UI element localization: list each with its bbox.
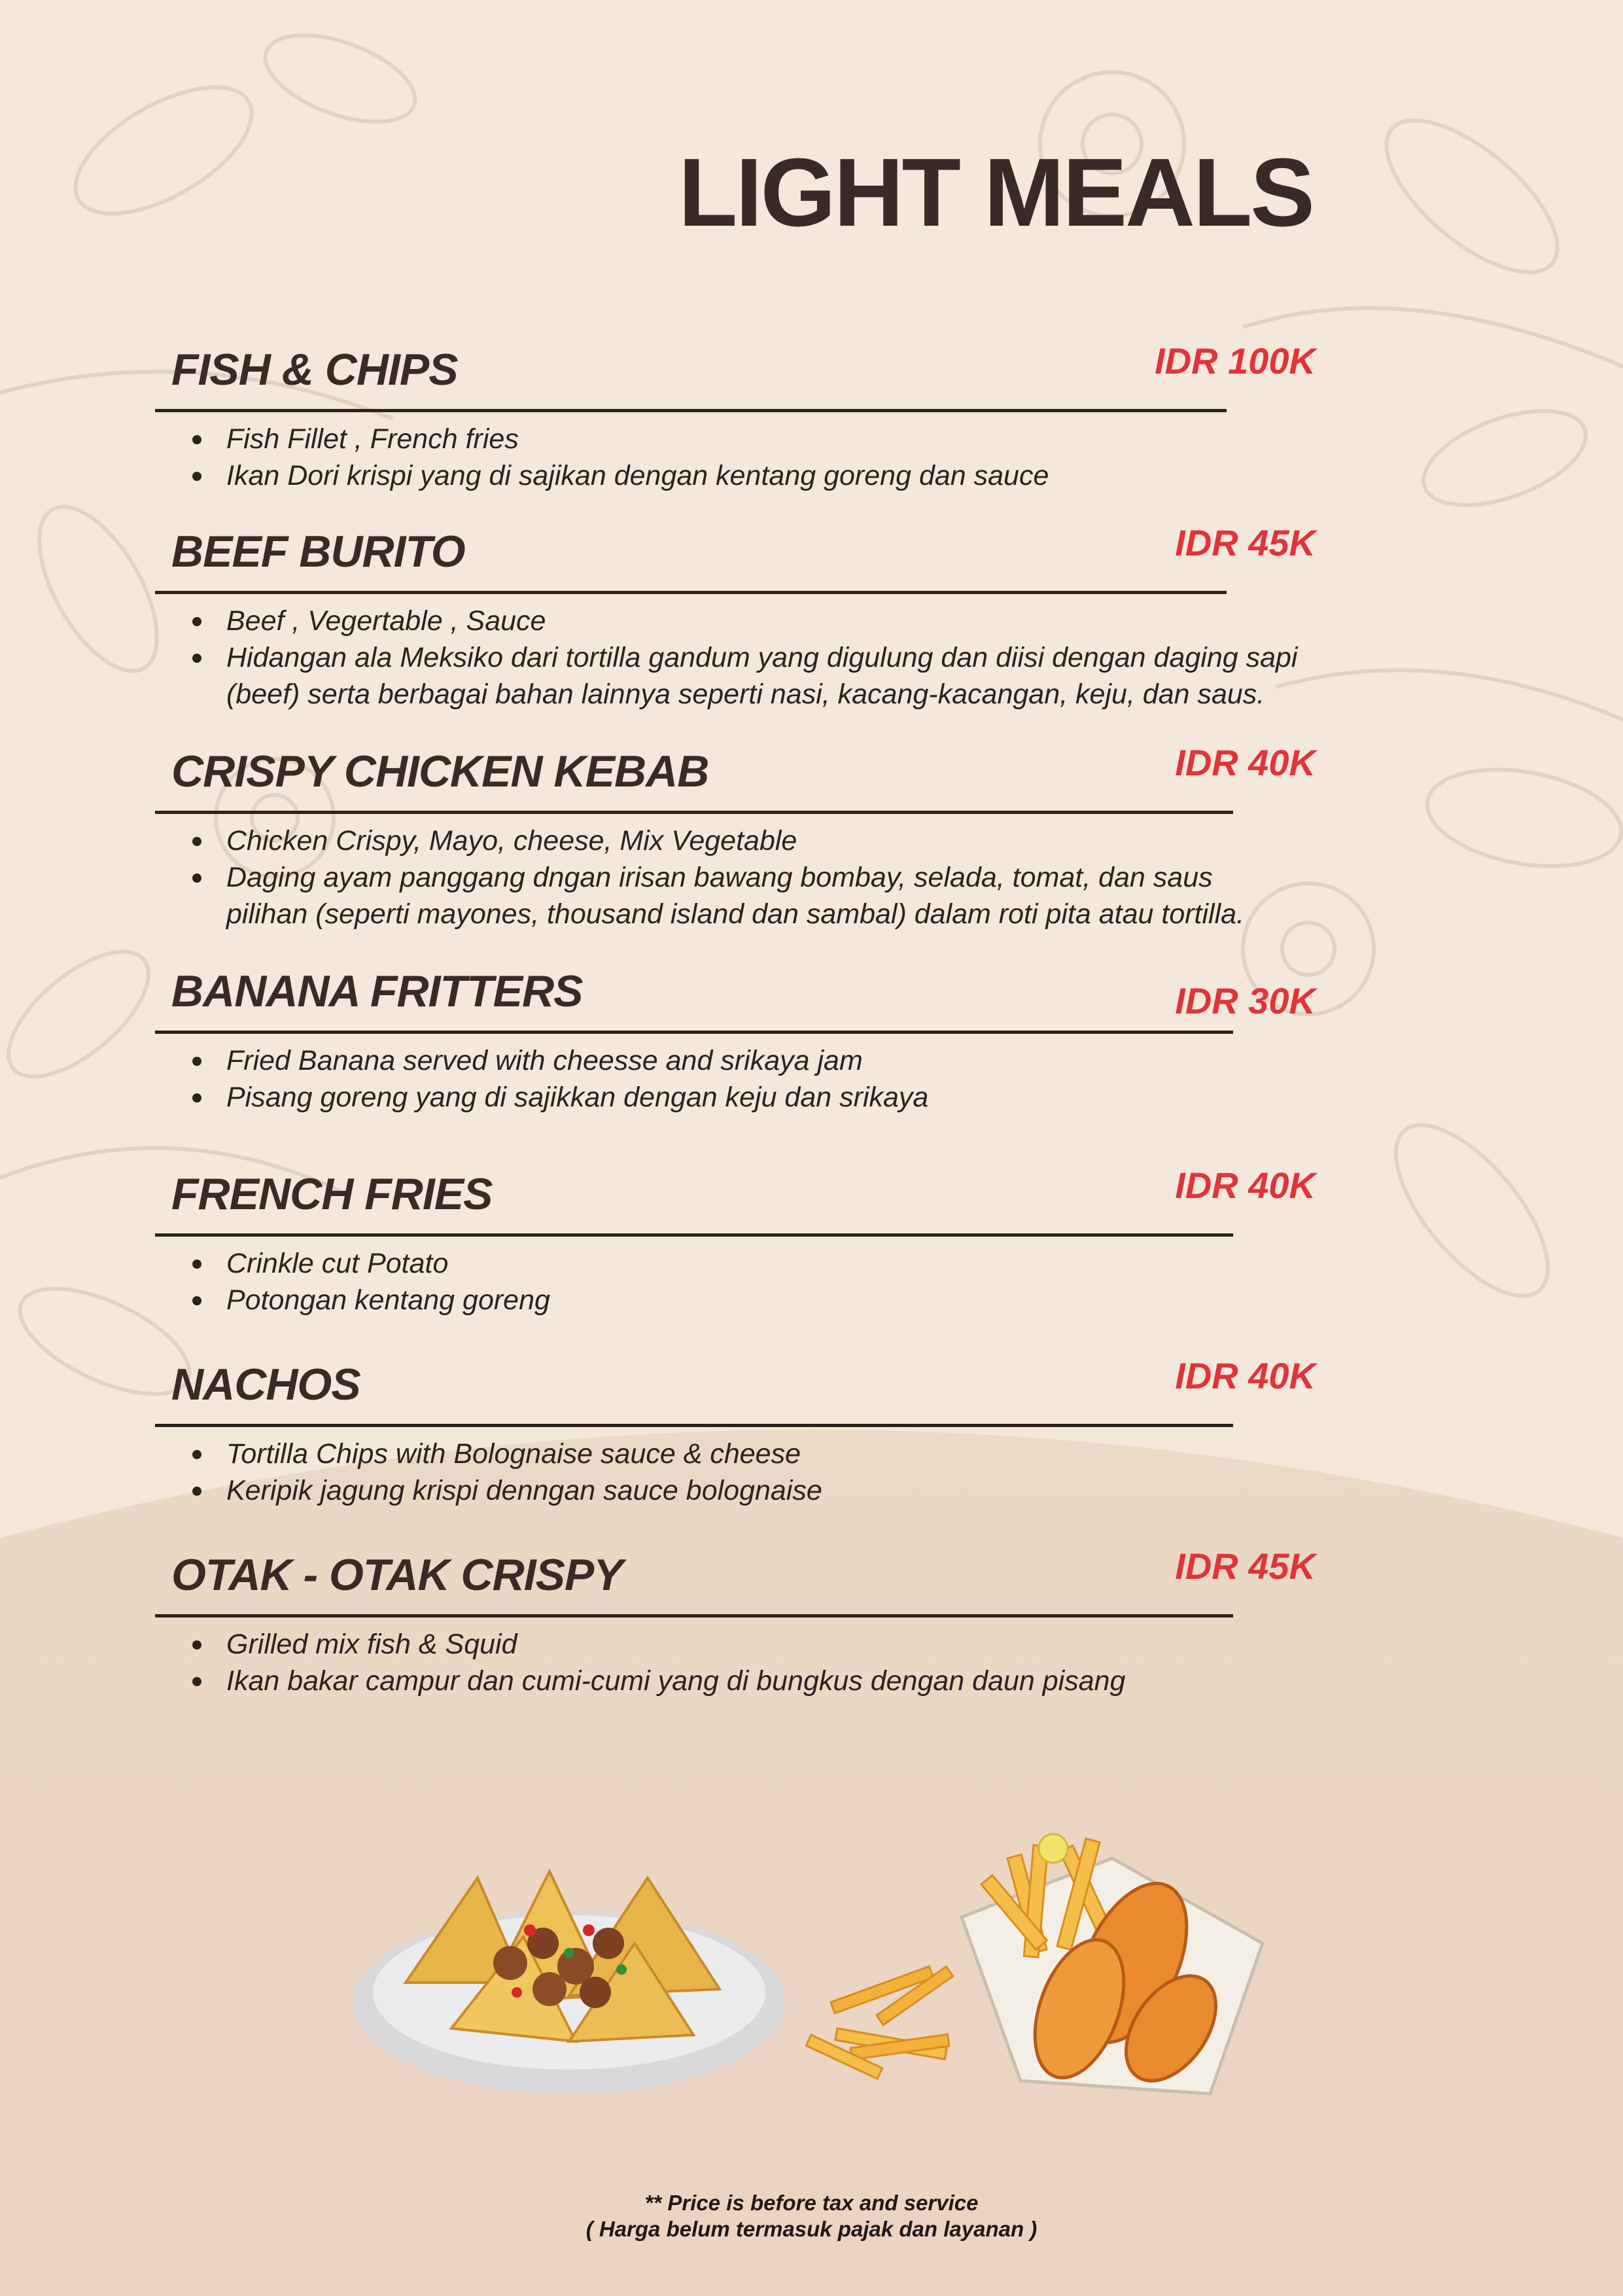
list-item: Crinkle cut Potato [190, 1245, 1354, 1282]
item-name: BANANA FRITTERS [171, 966, 583, 1016]
item-description-list [190, 421, 1354, 494]
item-price: IDR 45K [1175, 522, 1316, 563]
divider [155, 591, 1227, 594]
divider [155, 1233, 1233, 1237]
list-item: Ikan bakar campur dan cumi-cumi yang di bungkus dengan daun pisang [190, 1663, 1354, 1699]
item-name: FRENCH FRIES [171, 1169, 493, 1219]
item-price: IDR 45K [1175, 1545, 1316, 1587]
list-item: Beef , Vegertable , Sauce [190, 603, 1354, 639]
list-item: Daging ayam panggang dngan irisan bawang bombay, selada, tomat, dan saus pilihan (seperti mayones, thousand island dan sambal) dalam roti pita atau tortilla. [190, 859, 1263, 932]
list-item: Ikan Dori krispi yang di sajikan dengan kentang goreng dan sauce [190, 457, 1354, 494]
list-item: Tortilla Chips with Bolognaise sauce & cheese [190, 1436, 1354, 1472]
item-description-list [190, 822, 1263, 932]
fish-and-chips-basket-icon [962, 1834, 1263, 2097]
item-name: CRISPY CHICKEN KEBAB [171, 747, 709, 796]
list-item: Fried Banana served with cheesse and srikaya jam [190, 1042, 1354, 1079]
item-description-list [190, 1042, 1354, 1116]
item-name: NACHOS [171, 1360, 360, 1409]
list-item: Pisang goreng yang di sajikkan dengan keju dan srikaya [190, 1079, 1354, 1116]
nachos-plate-icon [353, 1871, 785, 2094]
footer-note-line1: ** Price is before tax and service [644, 2191, 979, 2215]
list-item: Hidangan ala Meksiko dari tortilla gandum yang digulung dan diisi dengan daging sapi (beef) serta berbagai bahan lainnya seperti nasi, kacang-kacangan, keju, dan saus. [190, 639, 1354, 713]
divider [155, 1424, 1233, 1427]
footer-note-line2: ( Harga belum termasuk pajak dan layanan ) [585, 2217, 1038, 2241]
item-price: IDR 30K [1175, 980, 1316, 1021]
item-description-list [190, 1626, 1354, 1699]
item-price: IDR 40K [1175, 1165, 1316, 1206]
list-item: Fish Fillet , French fries [190, 421, 1354, 457]
item-price: IDR 40K [1175, 742, 1316, 783]
list-item: Keripik jagung krispi denngan sauce bolognaise [190, 1472, 1354, 1509]
item-price: IDR 100K [1155, 340, 1316, 381]
divider [155, 1614, 1233, 1617]
list-item: Grilled mix fish & Squid [190, 1626, 1354, 1663]
food-illustration [353, 1832, 1282, 2107]
item-name: FISH & CHIPS [171, 345, 458, 395]
divider [155, 1031, 1233, 1034]
item-price: IDR 40K [1175, 1355, 1316, 1396]
french-fries-icon [806, 1966, 952, 2079]
list-item: Chicken Crispy, Mayo, cheese, Mix Vegetable [190, 822, 1263, 859]
item-description-list [190, 1436, 1354, 1509]
divider [155, 409, 1227, 412]
list-item: Potongan kentang goreng [190, 1282, 1354, 1318]
page-title: LIGHT MEALS [678, 139, 1314, 247]
divider [155, 811, 1233, 814]
item-description-list [190, 603, 1354, 713]
item-description-list [190, 1245, 1354, 1318]
item-name: OTAK - OTAK CRISPY [171, 1550, 623, 1600]
item-name: BEEF BURITO [171, 527, 465, 576]
